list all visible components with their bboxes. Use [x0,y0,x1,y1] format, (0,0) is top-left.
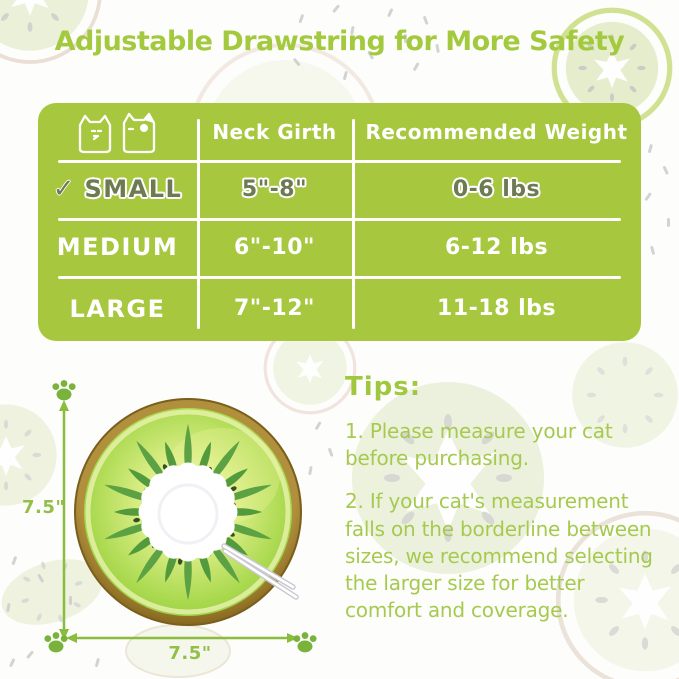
table-divider [352,119,355,329]
column-header-recommended-weight: Recommended Weight [365,119,628,144]
table-cell-small-weight: 0-6 lbs [452,176,541,202]
table-row-large-size [38,276,197,341]
table-divider [197,119,200,329]
check-icon: ✓ [52,174,75,204]
tip-item-2: 2. If your cat's measurement falls on the borderline between sizes, we recommend selecting the larger size for better comfort and coverage. [345,489,653,623]
column-header-neck-girth: Neck Girth [212,119,337,144]
size-table [38,103,641,341]
height-dimension-label: 7.5" [22,497,66,518]
table-row-small-size [38,160,197,218]
paw-icon [293,632,316,652]
tip-item-1: 1. Please measure your cat before purchasing. [345,419,613,471]
table-row-medium-size [38,218,197,276]
page-title: Adjustable Drawstring for More Safety [54,26,625,57]
table-divider [58,160,621,163]
table-cell-large-weight: 11-18 lbs [437,296,556,321]
table-cell-large-girth: 7"-12" [234,296,315,321]
tips-section [345,372,663,624]
table-cell-small-girth: 5"-8" [241,176,308,202]
table-cell-medium-weight: 6-12 lbs [444,234,549,260]
paw-icon [52,380,75,400]
table-cell-medium-girth: 6"-10" [234,234,315,260]
table-divider [58,276,621,279]
table-header-cats [38,103,197,160]
table-divider [58,218,621,221]
size-label-large: LARGE [69,294,166,323]
cat-icons [72,109,164,155]
size-label-small: SMALL [84,175,183,203]
size-label-medium: MEDIUM [56,233,179,261]
dimension-annotations [18,380,328,676]
tips-heading: Tips: [345,372,422,402]
width-dimension-label: 7.5" [168,643,212,664]
